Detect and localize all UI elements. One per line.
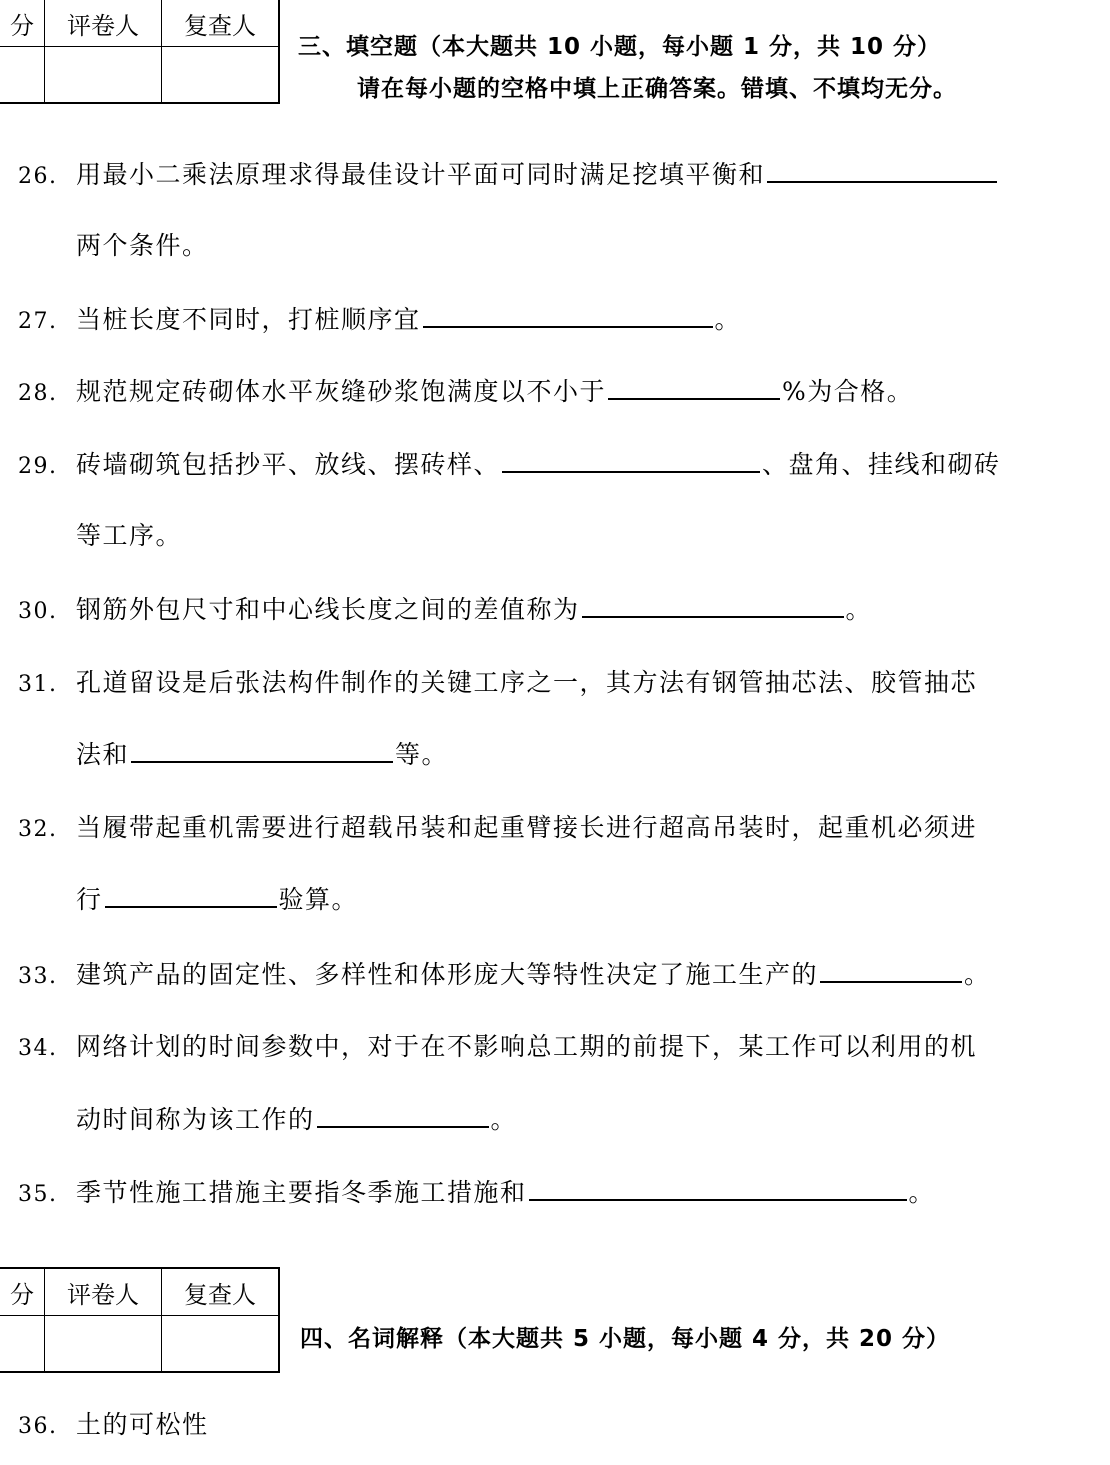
- answer-blank[interactable]: [529, 1175, 907, 1201]
- question-text-after: 。: [964, 960, 991, 989]
- question-number: 31.: [18, 672, 58, 697]
- question-text: 建筑产品的固定性、多样性和体形庞大等特性决定了施工生产的: [76, 960, 819, 989]
- reviewer-header: 复查人: [162, 0, 280, 47]
- question-text-after: 。: [908, 1178, 936, 1207]
- answer-blank[interactable]: [767, 157, 997, 183]
- question-number: 28.: [18, 381, 58, 406]
- question-32: [18, 808, 977, 844]
- question-text-after: 验算。: [278, 885, 359, 914]
- question-text: 季节性施工措施主要指冬季施工措施和: [76, 1178, 527, 1207]
- question-text-after: 。: [714, 305, 742, 334]
- question-36: [18, 1405, 209, 1441]
- section4-title: 四、名词解释（本大题共 5 小题，每小题 4 分，共 20 分）: [300, 1326, 951, 1352]
- answer-blank[interactable]: [105, 882, 277, 908]
- question-29: [18, 445, 1001, 481]
- answer-blank[interactable]: [317, 1102, 489, 1128]
- question-text: 用最小二乘法原理求得最佳设计平面可同时满足挖填平衡和: [76, 160, 766, 189]
- question-31: [18, 663, 977, 699]
- answer-blank[interactable]: [423, 302, 713, 328]
- score-header: 分: [0, 1268, 45, 1316]
- question-number: 32.: [18, 817, 58, 842]
- question-29-cont: 等工序。: [76, 521, 183, 550]
- question-27: [18, 300, 741, 336]
- answer-blank[interactable]: [608, 374, 780, 400]
- question-26: [18, 155, 999, 191]
- question-number: 33.: [18, 964, 58, 989]
- reviewer-cell[interactable]: [162, 1316, 280, 1373]
- score-table-section4: [0, 1267, 280, 1373]
- reviewer-cell[interactable]: [162, 47, 280, 104]
- section3-title: 三、填空题（本大题共 10 小题，每小题 1 分，共 10 分）: [298, 34, 942, 60]
- question-26-cont: 两个条件。: [76, 231, 209, 260]
- question-text: 行: [76, 885, 103, 914]
- question-text: 钢筋外包尺寸和中心线长度之间的差值称为: [76, 595, 580, 624]
- question-text: 法和: [76, 740, 130, 769]
- question-text-after: 等。: [395, 740, 449, 769]
- question-number: 29.: [18, 454, 58, 479]
- answer-blank[interactable]: [820, 957, 962, 983]
- question-number: 36.: [18, 1414, 58, 1439]
- question-text-after: %为合格。: [782, 377, 914, 406]
- question-35: [18, 1173, 935, 1209]
- grader-cell[interactable]: [45, 1316, 162, 1373]
- question-text: 规范规定砖砌体水平灰缝砂浆饱满度以不小于: [76, 377, 607, 406]
- question-32-cont: [76, 880, 358, 916]
- question-30: [18, 590, 872, 626]
- grader-header: 评卷人: [45, 0, 162, 47]
- question-text: 当桩长度不同时，打桩顺序宜: [76, 305, 421, 334]
- question-text-after: 、盘角、挂线和砌砖: [762, 450, 1001, 479]
- question-text: 孔道留设是后张法构件制作的关键工序之一，其方法有钢管抽芯法、胶管抽芯: [76, 668, 978, 697]
- question-34-cont: [76, 1100, 517, 1136]
- score-header: 分: [0, 0, 45, 47]
- question-34: [18, 1027, 977, 1063]
- question-number: 34.: [18, 1036, 58, 1061]
- question-number: 26.: [18, 164, 58, 189]
- question-31-cont: [76, 735, 448, 771]
- question-number: 35.: [18, 1182, 58, 1207]
- answer-blank[interactable]: [131, 737, 393, 763]
- answer-blank[interactable]: [502, 447, 760, 473]
- answer-blank[interactable]: [582, 592, 844, 618]
- question-text: 当履带起重机需要进行超载吊装和起重臂接长进行超高吊装时，起重机必须进: [76, 813, 978, 842]
- question-text: 砖墙砌筑包括抄平、放线、摆砖样、: [76, 450, 501, 479]
- section3-instruction: 请在每小题的空格中填上正确答案。错填、不填均无分。: [357, 76, 957, 102]
- grader-header: 评卷人: [45, 1268, 162, 1316]
- score-cell[interactable]: [0, 1316, 45, 1373]
- question-text: 动时间称为该工作的: [76, 1105, 315, 1134]
- question-number: 27.: [18, 309, 58, 334]
- question-text-after: 。: [845, 595, 873, 624]
- reviewer-header: 复查人: [162, 1268, 280, 1316]
- question-text: 土的可松性: [76, 1410, 209, 1439]
- question-33: [18, 955, 991, 991]
- question-text: 网络计划的时间参数中，对于在不影响总工期的前提下，某工作可以利用的机: [76, 1032, 978, 1061]
- question-text-after: 。: [490, 1105, 518, 1134]
- score-cell[interactable]: [0, 47, 45, 104]
- question-28: [18, 372, 913, 408]
- grader-cell[interactable]: [45, 47, 162, 104]
- score-table-section3: [0, 0, 280, 104]
- question-number: 30.: [18, 599, 58, 624]
